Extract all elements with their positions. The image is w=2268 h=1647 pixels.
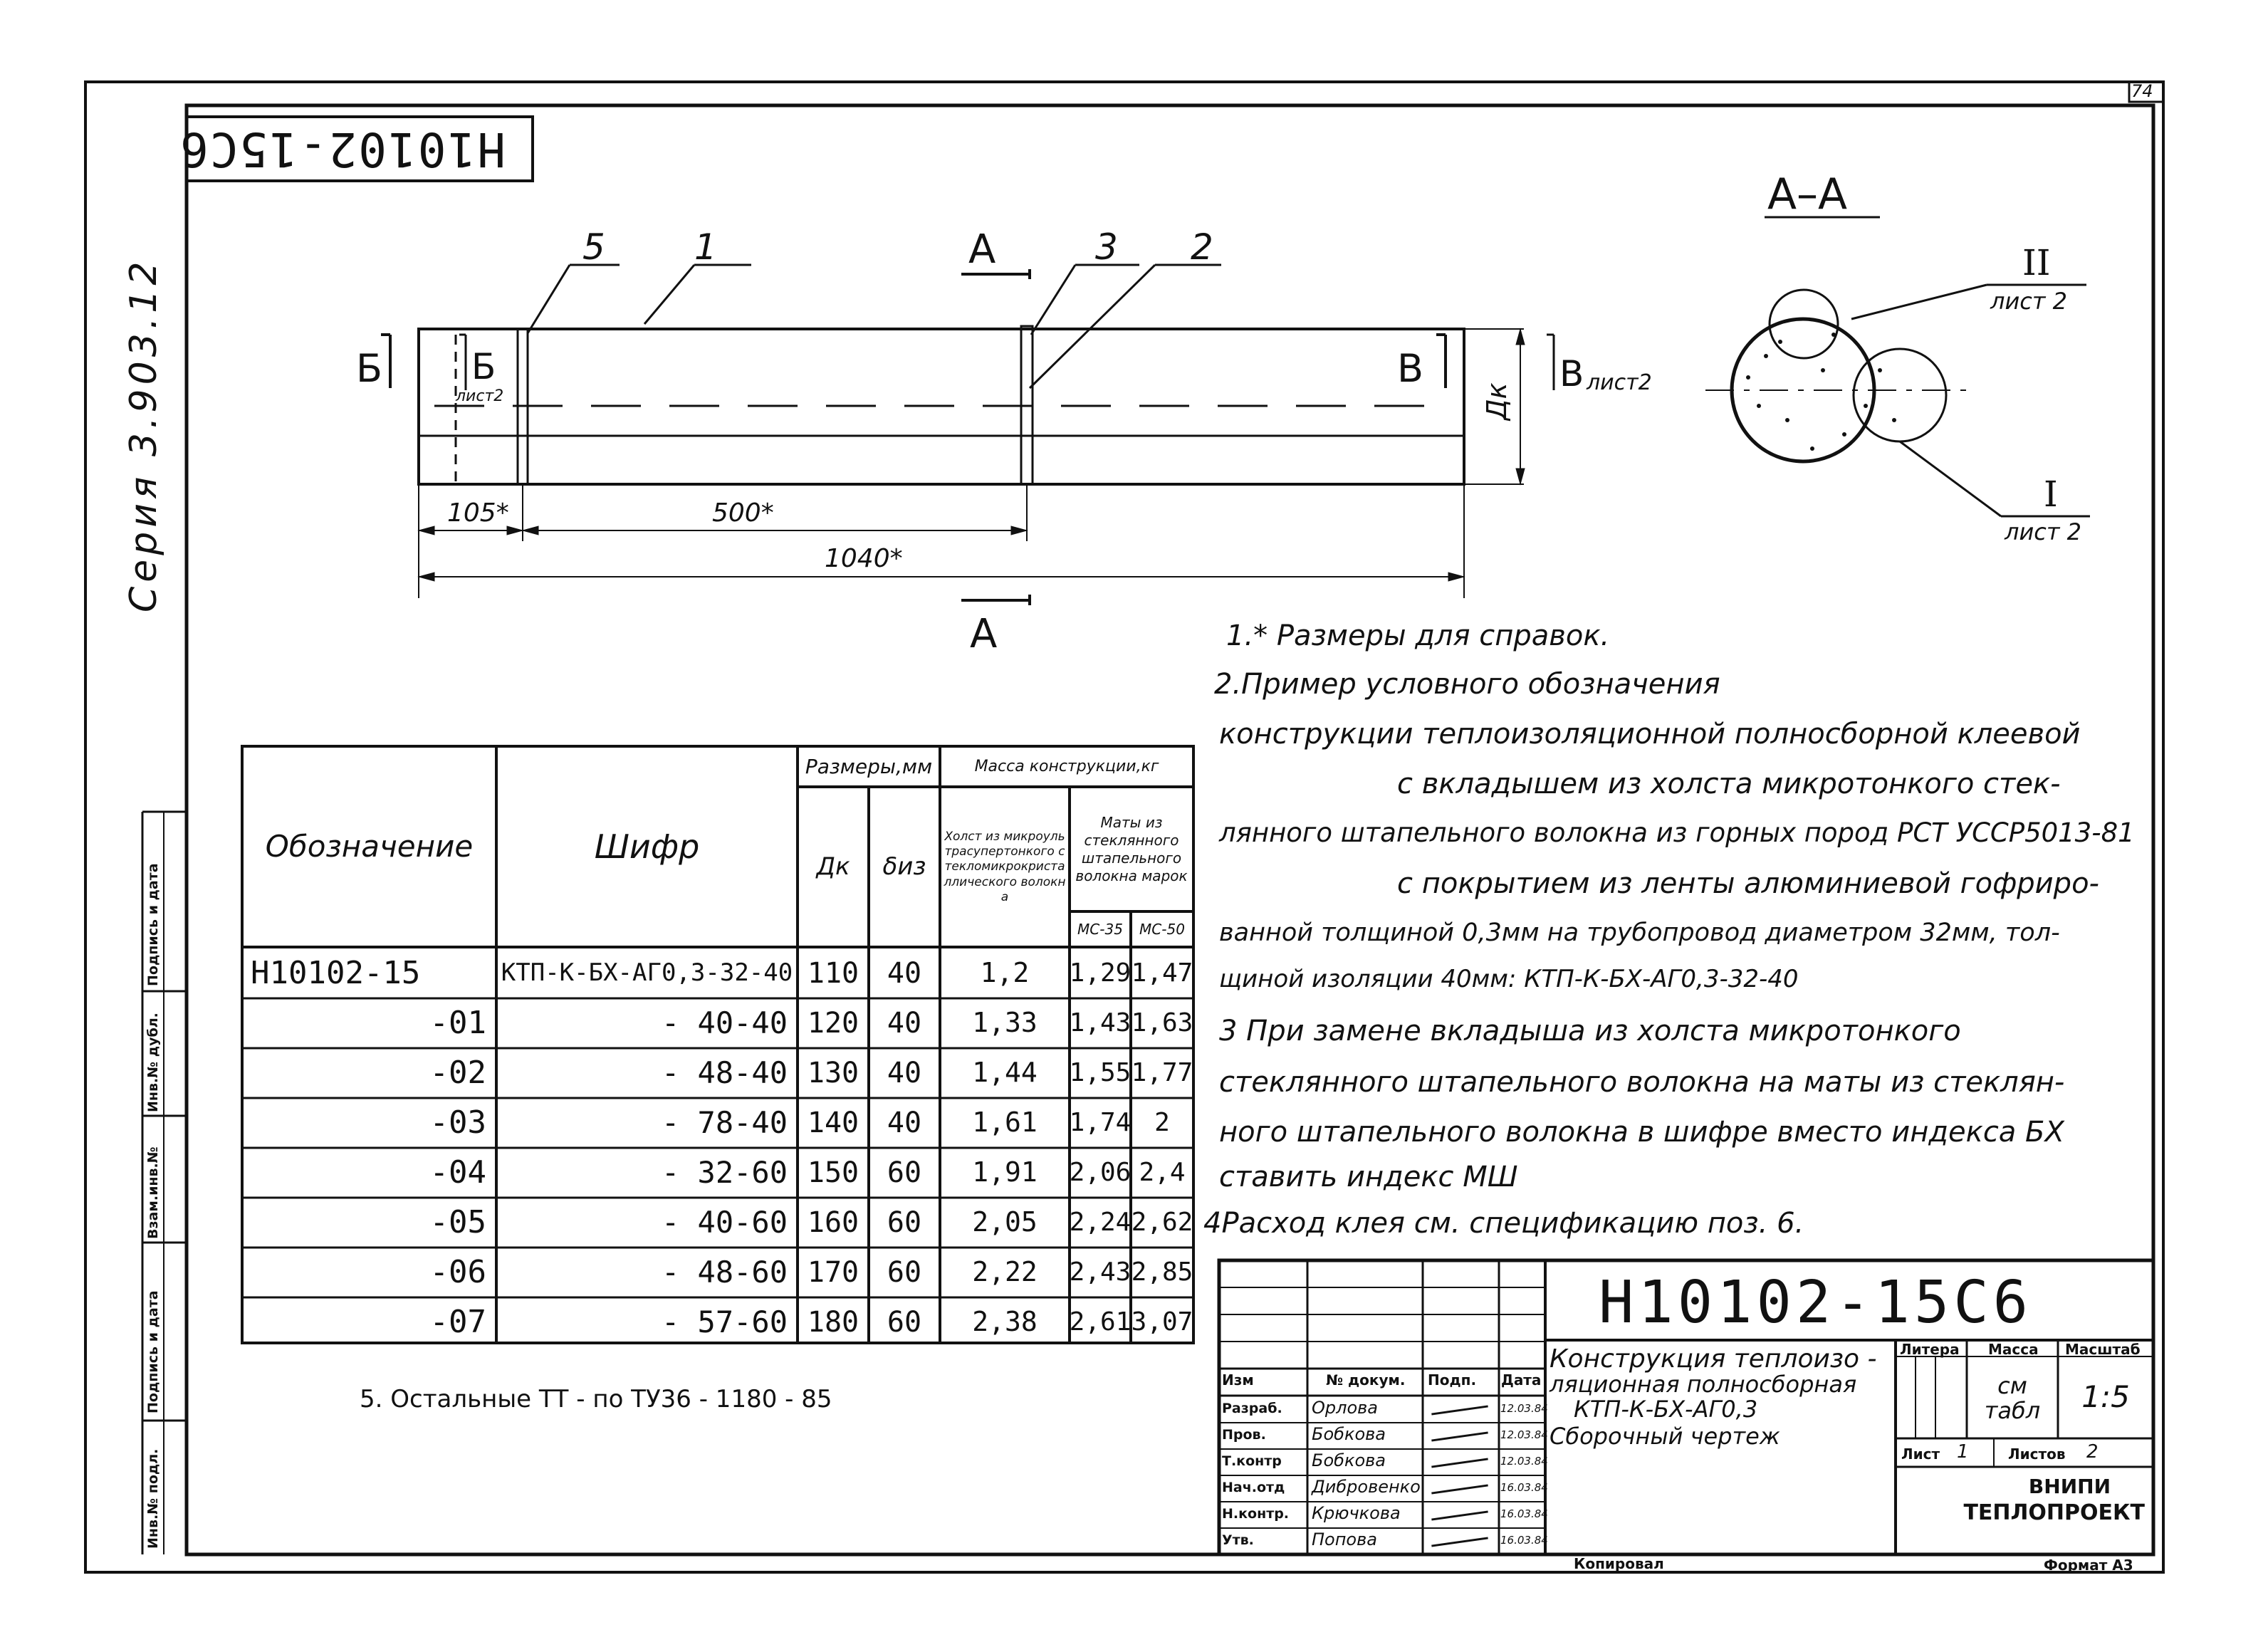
note-2-line-2: с вкладышем из холста микротонкого стек- [1397, 768, 2061, 800]
format-label: Формат А3 [2044, 1557, 2133, 1574]
cell-mc50: 2,4 [1139, 1158, 1186, 1188]
cell-mc35: 2,43 [1069, 1258, 1132, 1287]
view-b-label: Б [471, 346, 496, 387]
cell-code: - 78-40 [661, 1104, 788, 1140]
strip-inv-dubl: Инв.№ дубл. [145, 1013, 161, 1112]
cell-mc35: 2,61 [1069, 1307, 1132, 1337]
cell-code: - 40-60 [661, 1204, 788, 1240]
cell-biz: 40 [887, 1057, 922, 1089]
cell-biz: 40 [887, 1107, 922, 1139]
strip-sign-date-2: Подпись и дата [145, 863, 161, 986]
cell-dk: 110 [807, 957, 859, 990]
signature-name: Дибровенко [1312, 1477, 1421, 1497]
tb-col-doc: № докум. [1326, 1371, 1406, 1389]
cell-biz: 60 [887, 1156, 922, 1189]
view-mark-b-left: Б [356, 346, 383, 391]
cell-holst: 1,2 [980, 957, 1030, 989]
section-title: А–А [1767, 169, 1848, 219]
signature-date: 16.03.84 [1500, 1534, 1548, 1547]
cell-code: - 48-60 [661, 1254, 788, 1290]
cell-dk: 170 [807, 1256, 859, 1289]
note-2-line-5: ванной толщиной 0,3мм на трубопровод диаметром 32мм, тол- [1219, 919, 2060, 947]
tb-sheet-value: 1 [1957, 1441, 1969, 1463]
dim-105: 105* [447, 498, 509, 528]
signature-role: Нач.отд [1222, 1480, 1285, 1495]
note-3-line-2: стеклянного штапельного волокна на маты из стеклян- [1219, 1066, 2065, 1099]
cell-mc50: 2 [1154, 1108, 1170, 1138]
view-b-sheet: лист2 [456, 387, 504, 405]
th-code: Шифр [594, 827, 700, 866]
signature-role: Пров. [1222, 1427, 1266, 1443]
cell-code: - 32-60 [661, 1154, 788, 1190]
title-line-1: Конструкция теплоизо - [1550, 1344, 1877, 1374]
section-mark-top: А [968, 226, 996, 273]
note-2-head: 2.Пример условного обозначения [1214, 668, 1720, 701]
cell-mc35: 1,29 [1069, 958, 1132, 988]
tb-mass-value: см табл [1984, 1371, 2041, 1424]
tb-scale-value: 1:5 [2081, 1379, 2130, 1415]
tb-litera-label: Литера [1900, 1341, 1960, 1358]
detail-II-label: II [2022, 242, 2051, 283]
signature-date: 12.03.84 [1500, 1455, 1548, 1468]
th-designation: Обозначение [265, 828, 474, 864]
section-mark-bottom: А [970, 611, 998, 657]
note-4: 4Расход клея см. спецификацию поз. 6. [1203, 1207, 1804, 1240]
cell-biz: 60 [887, 1206, 922, 1239]
th-dk: Дк [816, 852, 850, 881]
cell-holst: 1,61 [972, 1107, 1038, 1139]
signature-role: Н.контр. [1222, 1506, 1290, 1522]
strip-sign-date-1: Подпись и дата [145, 1290, 161, 1413]
note-2-line-4: с покрытием из ленты алюминиевой гофриро- [1397, 867, 2099, 900]
th-mc50: МС-50 [1139, 920, 1185, 938]
detail-II-sheet: лист 2 [1990, 288, 2068, 315]
cell-code: - 40-40 [661, 1005, 788, 1040]
cell-designation: -04 [429, 1154, 486, 1191]
callout-5: 5 [582, 226, 605, 268]
signature-name: Крючкова [1312, 1503, 1401, 1523]
tb-mass-label: Масса [1988, 1341, 2039, 1358]
note-3-line-1: 3 При замене вкладыша из холста микротонкого [1219, 1015, 1961, 1047]
detail-I-label: I [2044, 474, 2058, 515]
cell-mc35: 1,43 [1069, 1008, 1132, 1038]
strip-inv-podl: Инв.№ подл. [145, 1448, 161, 1549]
strip-vzam-inv: Взам.инв.№ [145, 1146, 161, 1239]
tb-org-line-2: ТЕПЛОПРОЕКТ [1963, 1500, 2145, 1526]
cell-dk: 160 [807, 1206, 859, 1239]
signature-name: Орлова [1312, 1398, 1378, 1418]
tb-sheets-value: 2 [2086, 1441, 2099, 1463]
th-mass-holst: Холст из микроультрасупертонкого стекломикрокристаллического волокна [944, 829, 1066, 904]
cell-designation: Н10102-15 [251, 954, 421, 991]
cell-holst: 1,91 [972, 1156, 1038, 1188]
note-1: 1.* Размеры для справок. [1226, 619, 1610, 652]
cell-mc50: 1,47 [1131, 958, 1193, 988]
signature-date: 16.03.84 [1500, 1507, 1548, 1520]
tb-col-sign: Подп. [1428, 1371, 1477, 1389]
view-mark-v: В [1397, 346, 1424, 391]
view-v-sheet: лист2 [1587, 370, 1652, 395]
cell-holst: 1,44 [972, 1057, 1038, 1089]
cell-holst: 2,22 [972, 1256, 1038, 1288]
tb-col-izm: Изм [1222, 1371, 1254, 1389]
copied-label: Копировал [1574, 1555, 1664, 1572]
cell-designation: -05 [429, 1203, 486, 1240]
title-line-2: ляционная полносборная [1550, 1371, 1857, 1398]
dk-label: Дк [1481, 382, 1512, 420]
cell-mc50: 1,63 [1131, 1008, 1193, 1038]
signature-role: Утв. [1222, 1532, 1254, 1548]
signature-date: 12.03.84 [1500, 1428, 1548, 1441]
callout-3: 3 [1095, 226, 1118, 268]
callout-2: 2 [1191, 226, 1213, 268]
note-2-line-1: конструкции теплоизоляционной полносборной клеевой [1219, 718, 2081, 751]
cell-mc35: 1,55 [1069, 1058, 1132, 1088]
note-5: 5. Остальные ТТ - по ТУ36 - 1180 - 85 [360, 1385, 832, 1413]
title-line-4: Сборочный чертеж [1550, 1423, 1780, 1450]
note-3-line-3: ного штапельного волокна в шифре вместо индекса БХ [1219, 1116, 2064, 1149]
tb-scale-label: Масштаб [2065, 1341, 2141, 1358]
cell-biz: 60 [887, 1256, 922, 1289]
cell-designation: -07 [429, 1303, 486, 1340]
th-mc35: МС-35 [1077, 920, 1123, 938]
tb-org-line-1: ВНИПИ [2028, 1475, 2111, 1499]
cell-mc35: 2,06 [1069, 1158, 1132, 1188]
cell-mc50: 2,62 [1131, 1208, 1193, 1238]
dim-1040: 1040* [825, 544, 903, 573]
cell-designation: -02 [429, 1054, 486, 1091]
cell-code: КТП-К-БХ-АГ0,3-32-40 [501, 958, 793, 988]
view-v-label: В [1559, 353, 1584, 394]
title-doc-number: Н10102-15С6 [1599, 1269, 2033, 1337]
tb-sheets-label: Листов [2008, 1445, 2066, 1463]
th-biz: δиз [882, 852, 926, 881]
cell-dk: 180 [807, 1306, 859, 1339]
cell-designation: -06 [429, 1253, 486, 1290]
cell-designation: -03 [429, 1104, 486, 1141]
signature-role: Т.контр [1222, 1453, 1282, 1469]
callout-1: 1 [694, 226, 717, 268]
signature-name: Попова [1312, 1530, 1377, 1549]
cell-dk: 130 [807, 1057, 859, 1089]
signature-name: Бобкова [1312, 1424, 1386, 1444]
cell-code: - 57-60 [661, 1304, 788, 1339]
title-line-3: КТП-К-БХ-АГ0,3 [1574, 1396, 1758, 1423]
th-dims: Размеры,мм [805, 754, 933, 778]
cell-holst: 1,33 [972, 1007, 1038, 1039]
series-label: Серия 3.903.12 [122, 257, 165, 612]
cell-dk: 150 [807, 1156, 859, 1189]
dim-500: 500* [712, 498, 774, 528]
cell-holst: 2,05 [972, 1206, 1038, 1238]
th-mass-maty: Маты из стеклянного штапельного волокна марок [1075, 814, 1188, 884]
tb-col-date: Дата [1501, 1371, 1542, 1389]
note-3-line-4: ставить индекс МШ [1219, 1161, 1518, 1193]
signature-role: Разраб. [1222, 1401, 1282, 1416]
cell-biz: 60 [887, 1306, 922, 1339]
detail-I-sheet: лист 2 [2005, 518, 2082, 545]
th-mass: Масса конструкции,кг [974, 757, 1159, 775]
cell-biz: 40 [887, 1007, 922, 1040]
cell-mc35: 1,74 [1069, 1108, 1132, 1138]
cell-mc35: 2,24 [1069, 1208, 1132, 1238]
doc-code-inverted: Н10102-15С6 [178, 122, 506, 177]
cell-biz: 40 [887, 957, 922, 990]
cell-dk: 140 [807, 1107, 859, 1139]
cell-holst: 2,38 [972, 1306, 1038, 1338]
cell-code: - 48-40 [661, 1055, 788, 1090]
cell-mc50: 1,77 [1131, 1058, 1193, 1088]
signature-name: Бобкова [1312, 1450, 1386, 1470]
note-2-line-3: лянного штапельного волокна из горных пород РСТ УССР5013-81 [1219, 817, 2135, 848]
tb-sheet-label: Лист [1901, 1445, 1940, 1463]
cell-designation: -01 [429, 1004, 486, 1041]
cell-dk: 120 [807, 1007, 859, 1040]
note-2-line-6: щиной изоляции 40мм: КТП-К-БХ-АГ0,3-32-40 [1219, 965, 1799, 993]
page-number: 74 [2131, 81, 2153, 101]
signature-date: 16.03.84 [1500, 1481, 1548, 1494]
signature-date: 12.03.84 [1500, 1402, 1548, 1415]
cell-mc50: 2,85 [1131, 1258, 1193, 1287]
cell-mc50: 3,07 [1131, 1307, 1193, 1337]
